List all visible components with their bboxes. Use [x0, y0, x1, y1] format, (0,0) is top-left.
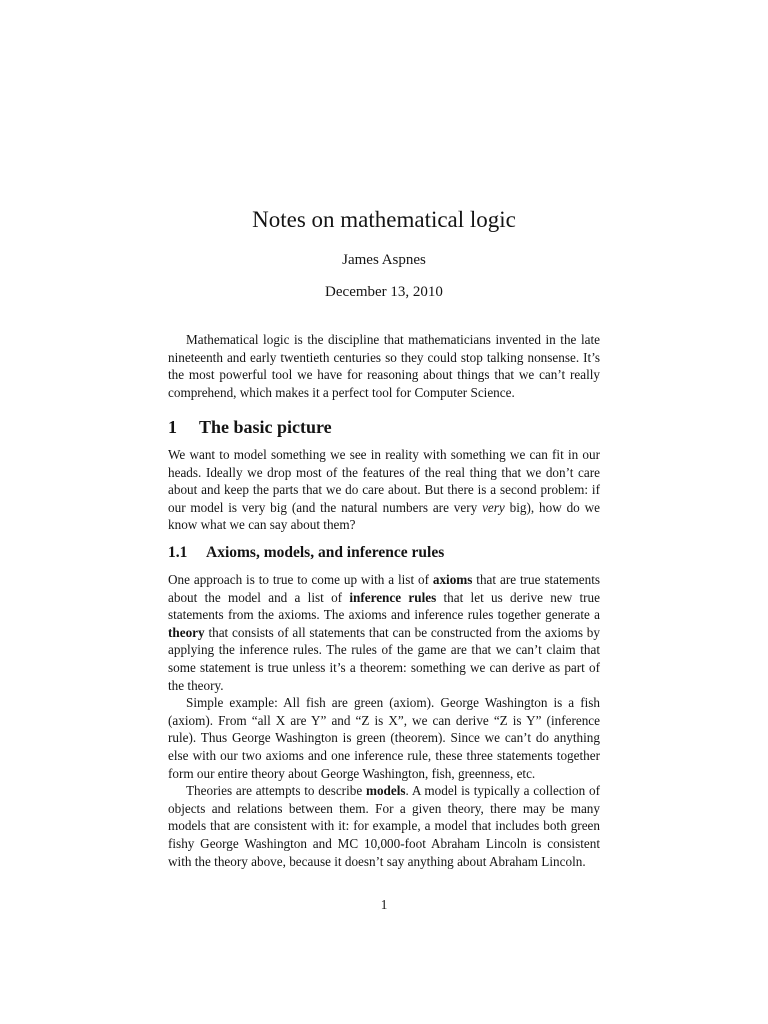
document-date: December 13, 2010	[325, 284, 443, 300]
document-author: James Aspnes	[342, 252, 426, 268]
term-axioms: axioms	[432, 572, 473, 587]
text-run: big), how do we know what we can say about them?	[168, 499, 600, 533]
text-run: One approach is to true to come up with a list of	[168, 572, 433, 587]
subsection-1-1-title: Axioms, models, and inference rules	[206, 544, 445, 561]
subsection-1-1-number: 1.1	[168, 544, 188, 561]
text-run: Theories are attempts to describe	[186, 783, 366, 799]
section-1-paragraph-1	[168, 446, 600, 534]
term-inference-rules: inference rules	[349, 589, 437, 605]
subsection-1-1-body	[168, 571, 600, 870]
section-1-title: The basic picture	[199, 417, 332, 437]
document-title: Notes on mathematical logic	[252, 207, 516, 232]
section-1-heading	[168, 415, 600, 439]
subsection-1-1-paragraph-1	[168, 571, 600, 694]
subsection-1-1-paragraph-2: Simple example: All fish are green (axiom). George Washington is a fish (axiom). From “all X are Y” and “Z is X”, we can derive “Z is Y” (inference rule). Thus George Washington is green (theorem). Since we can’t do anything else with our two axioms and one inference rule, these three statements together form our entire theory about George Washington, fish, greenness, etc.	[168, 695, 600, 781]
section-1-number: 1	[168, 417, 177, 437]
page-number: 1	[380, 897, 388, 912]
term-theory: theory	[168, 624, 205, 640]
abstract-paragraph: Mathematical logic is the discipline that mathematicians invented in the late nineteenth and early twentieth centuries so they could stop talking nonsense. It’s the most powerful tool we have for reasoning about things that we can’t really comprehend, which makes it a perfect tool for Computer Science.	[168, 332, 600, 400]
emphasis-very: very	[482, 499, 505, 515]
text-run: that consists of all statements that can be constructed from the axioms by applying the inference rules. The rules of the game are that we can’t claim that some statement is true unless it’s a theorem: something we can derive as part of the theory.	[168, 624, 600, 693]
text-run: We want to model something we see in reality with something we can fit in our heads. Ideally we drop most of the features of the real thing that we don’t care about and keep the parts that we do care about. But there is a second problem: if our model is very big (and the natural numbers are very	[168, 447, 600, 515]
text-run: . A model is typically a collection of objects and relations between them. For a given theory, there may be many models that are consistent with it: for example, a model that includes both green fishy George Washington and MC 10,000-foot Abraham Lincoln is consistent with the theory above, because it doesn’t say anything about Abraham Lincoln.	[168, 783, 600, 869]
text-run: that let us derive new true statements from the axioms. The axioms and inference rules together generate a	[168, 589, 601, 623]
section-1-body	[168, 446, 600, 534]
text-run: that are true statements about the model and a list of	[168, 572, 600, 605]
subsection-1-1-heading	[168, 542, 600, 564]
subsection-1-1-paragraph-3	[168, 782, 600, 870]
term-models: models	[365, 783, 406, 799]
